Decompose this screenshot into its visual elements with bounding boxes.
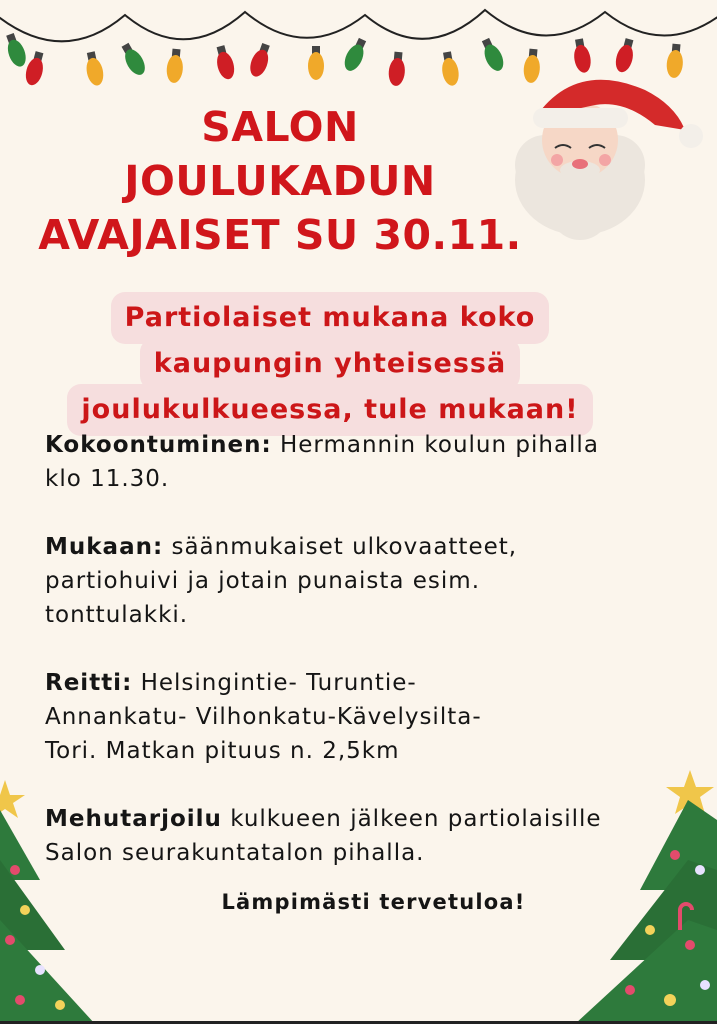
subtitle-line-2: kaupungin yhteisessä [140, 338, 520, 390]
bring-text-3: tonttulakki. [45, 602, 189, 628]
route-section [45, 666, 685, 768]
bring-text-2: partiohuivi ja jotain punaista esim. [45, 568, 481, 594]
closing-text: Lämpimästi tervetuloa! [221, 890, 526, 914]
title-line-2: JOULUKADUN [124, 157, 436, 205]
title-line-1: SALON [201, 103, 359, 151]
gathering-label: Kokoontuminen: [45, 432, 272, 458]
christmas-tree-icon [570, 760, 717, 1024]
title-line-3: AVAJAISET SU 30.11. [38, 211, 522, 259]
subtitle-line-3: joulukulkueessa, tule mukaan! [67, 384, 592, 436]
juice-text-1: kulkueen jälkeen partiolaisille [221, 806, 602, 832]
gathering-text-2: klo 11.30. [45, 466, 170, 492]
bring-section [45, 530, 685, 632]
event-title [0, 100, 560, 262]
christmas-tree-icon [0, 770, 110, 1024]
subtitle-highlight [20, 295, 640, 433]
bring-text-1: säänmukaiset ulkovaatteet, [163, 534, 518, 560]
route-label: Reitti: [45, 670, 133, 696]
bring-label: Mukaan: [45, 534, 164, 560]
juice-label: Mehutarjoilu [45, 806, 222, 832]
route-text-1: Helsingintie- Turuntie- [132, 670, 417, 696]
route-text-2: Annankatu- Vilhonkatu-Kävelysilta- [45, 704, 482, 730]
route-text-3: Tori. Matkan pituus n. 2,5km [45, 738, 400, 764]
juice-text-2: Salon seurakuntatalon pihalla. [45, 840, 425, 866]
subtitle-line-1: Partiolaiset mukana koko [111, 292, 550, 344]
gathering-text-1: Hermannin koulun pihalla [271, 432, 599, 458]
gathering-section [45, 428, 685, 496]
